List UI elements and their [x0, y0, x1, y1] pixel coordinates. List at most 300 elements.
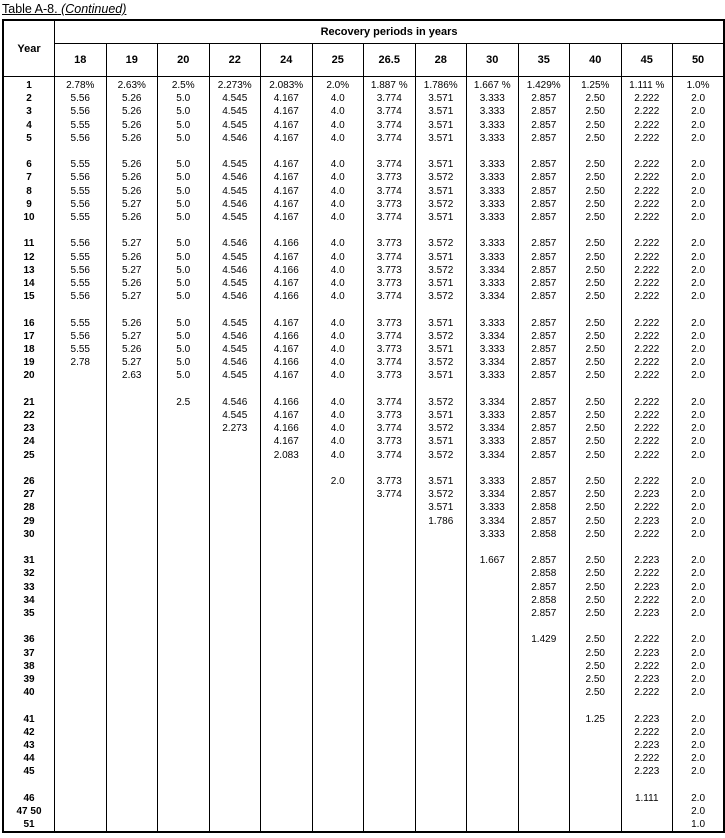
value-cell	[209, 686, 261, 699]
value-cell	[106, 435, 158, 448]
value-cell	[158, 475, 210, 488]
spacer-cell	[364, 620, 416, 633]
value-cell	[415, 726, 467, 739]
value-cell: 2.50	[570, 515, 622, 528]
value-cell: 3.774	[364, 449, 416, 462]
value-cell: 4.167	[261, 119, 313, 132]
value-cell: 2.50	[570, 396, 622, 409]
table-row-year-15	[3, 290, 724, 303]
value-cell	[106, 633, 158, 646]
value-cell: 3.571	[415, 435, 467, 448]
value-cell	[415, 633, 467, 646]
value-cell	[106, 409, 158, 422]
value-cell: 5.55	[55, 343, 107, 356]
table-row-year-43	[3, 739, 724, 752]
value-cell: 4.545	[209, 369, 261, 382]
spacer-cell	[209, 699, 261, 712]
value-cell	[312, 567, 364, 580]
value-cell	[364, 660, 416, 673]
value-cell: 2.857	[518, 488, 570, 501]
value-cell: 2.222	[621, 92, 673, 105]
value-cell: 4.0	[312, 185, 364, 198]
table-row-year-40	[3, 686, 724, 699]
value-cell: 4.0	[312, 317, 364, 330]
value-cell	[209, 435, 261, 448]
value-cell: 2.0	[673, 515, 725, 528]
value-cell	[312, 528, 364, 541]
value-cell: 2.50	[570, 594, 622, 607]
value-cell: 2.0	[673, 409, 725, 422]
value-cell: 5.0	[158, 317, 210, 330]
value-cell: 3.571	[415, 158, 467, 171]
value-cell: 2.50	[570, 501, 622, 514]
column-header-19: 19	[106, 44, 158, 77]
year-cell: 5	[3, 132, 55, 145]
value-cell	[55, 686, 107, 699]
year-cell: 9	[3, 198, 55, 211]
value-cell: 2.0	[673, 330, 725, 343]
value-cell: 2.50	[570, 343, 622, 356]
table-row-year-23	[3, 422, 724, 435]
value-cell	[55, 581, 107, 594]
table-row-year-22	[3, 409, 724, 422]
spacer-cell	[209, 383, 261, 396]
year-cell: 36	[3, 633, 55, 646]
table-row-year-29	[3, 515, 724, 528]
value-cell: 2.857	[518, 515, 570, 528]
spacer-cell	[106, 462, 158, 475]
value-cell: 4.167	[261, 251, 313, 264]
value-cell: 3.774	[364, 158, 416, 171]
value-cell: 2.857	[518, 237, 570, 250]
value-cell	[518, 805, 570, 818]
value-cell: 5.0	[158, 211, 210, 224]
value-cell	[209, 567, 261, 580]
spacer-cell	[106, 224, 158, 237]
group-spacer-row	[3, 779, 724, 792]
value-cell: 2.857	[518, 330, 570, 343]
year-cell: 2	[3, 92, 55, 105]
value-cell: 4.546	[209, 171, 261, 184]
value-cell	[55, 515, 107, 528]
value-cell	[55, 409, 107, 422]
value-cell: 3.571	[415, 105, 467, 118]
value-cell: 5.0	[158, 277, 210, 290]
value-cell	[261, 594, 313, 607]
spacer-cell	[261, 224, 313, 237]
value-cell: 2.50	[570, 409, 622, 422]
value-cell: 2.50	[570, 290, 622, 303]
value-cell: 3.571	[415, 211, 467, 224]
value-cell	[106, 396, 158, 409]
value-cell	[312, 765, 364, 778]
year-cell: 45	[3, 765, 55, 778]
value-cell: 4.0	[312, 264, 364, 277]
value-cell: 3.773	[364, 369, 416, 382]
value-cell	[467, 607, 519, 620]
table-title	[2, 1, 725, 17]
value-cell	[415, 567, 467, 580]
value-cell: 2.222	[621, 567, 673, 580]
value-cell: 2.857	[518, 132, 570, 145]
value-cell: 4.167	[261, 92, 313, 105]
table-row-year-17	[3, 330, 724, 343]
value-cell: 2.857	[518, 475, 570, 488]
value-cell: 2.50	[570, 660, 622, 673]
value-cell: 5.26	[106, 132, 158, 145]
value-cell	[209, 633, 261, 646]
table-row-year-33	[3, 581, 724, 594]
value-cell	[415, 607, 467, 620]
spacer-cell	[55, 303, 107, 316]
value-cell: 4.545	[209, 92, 261, 105]
value-cell: 2.0	[673, 554, 725, 567]
value-cell: 2.222	[621, 435, 673, 448]
value-cell: 5.0	[158, 198, 210, 211]
value-cell	[467, 752, 519, 765]
value-cell: 2.50	[570, 607, 622, 620]
value-cell	[158, 488, 210, 501]
value-cell: 3.571	[415, 277, 467, 290]
value-cell: 5.55	[55, 119, 107, 132]
value-cell: 3.571	[415, 369, 467, 382]
value-cell	[364, 607, 416, 620]
value-cell: 2.0	[673, 158, 725, 171]
value-cell: 4.167	[261, 158, 313, 171]
value-cell	[55, 752, 107, 765]
value-cell	[158, 435, 210, 448]
value-cell: 3.773	[364, 409, 416, 422]
table-row-year-16	[3, 317, 724, 330]
value-cell: 2.0	[673, 528, 725, 541]
spacer-cell	[106, 699, 158, 712]
table-title-prefix: Table A-8.	[2, 2, 58, 16]
value-cell	[415, 818, 467, 832]
spacer-cell	[673, 303, 725, 316]
value-cell: 2.50	[570, 567, 622, 580]
value-cell: 3.572	[415, 356, 467, 369]
value-cell: 2.222	[621, 752, 673, 765]
value-cell: 2.0	[673, 369, 725, 382]
spacer-cell	[518, 383, 570, 396]
value-cell: 2.222	[621, 633, 673, 646]
value-cell: 2.50	[570, 528, 622, 541]
value-cell: 2.857	[518, 435, 570, 448]
value-cell	[209, 594, 261, 607]
value-cell	[364, 792, 416, 805]
value-cell: 2.223	[621, 607, 673, 620]
value-cell: 3.773	[364, 435, 416, 448]
value-cell: 2.0	[673, 171, 725, 184]
table-row-year-30	[3, 528, 724, 541]
value-cell	[158, 594, 210, 607]
value-cell: 2.0	[673, 805, 725, 818]
value-cell	[209, 713, 261, 726]
value-cell: 3.333	[467, 92, 519, 105]
value-cell: 5.0	[158, 343, 210, 356]
value-cell: 3.774	[364, 185, 416, 198]
value-cell	[364, 633, 416, 646]
year-cell: 28	[3, 501, 55, 514]
group-spacer-row	[3, 620, 724, 633]
value-cell	[158, 554, 210, 567]
value-cell: 5.27	[106, 330, 158, 343]
value-cell: 3.333	[467, 237, 519, 250]
value-cell: 2.50	[570, 673, 622, 686]
value-cell: 5.27	[106, 290, 158, 303]
table-row-year-44	[3, 752, 724, 765]
year-cell: 17	[3, 330, 55, 343]
column-header-28: 28	[415, 44, 467, 77]
value-cell: 2.858	[518, 567, 570, 580]
value-cell: 5.56	[55, 171, 107, 184]
year-column-header: Year	[3, 20, 55, 77]
table-row-year-41	[3, 713, 724, 726]
value-cell	[209, 501, 261, 514]
spacer-cell	[364, 224, 416, 237]
value-cell	[364, 765, 416, 778]
year-cell: 34	[3, 594, 55, 607]
value-cell: 4.546	[209, 290, 261, 303]
year-cell: 11	[3, 237, 55, 250]
value-cell: 3.572	[415, 449, 467, 462]
value-cell: 5.0	[158, 92, 210, 105]
value-cell: 5.56	[55, 92, 107, 105]
value-cell: 3.572	[415, 198, 467, 211]
year-cell: 16	[3, 317, 55, 330]
value-cell: 2.858	[518, 501, 570, 514]
value-cell: 3.333	[467, 501, 519, 514]
value-cell	[106, 726, 158, 739]
year-cell: 35	[3, 607, 55, 620]
value-cell: 2.50	[570, 211, 622, 224]
value-cell: 3.572	[415, 171, 467, 184]
group-spacer-row	[3, 541, 724, 554]
value-cell: 2.50	[570, 171, 622, 184]
value-cell: 4.0	[312, 422, 364, 435]
value-cell: 5.55	[55, 251, 107, 264]
value-cell	[106, 647, 158, 660]
value-cell: 2.0	[312, 475, 364, 488]
value-cell: 2.50	[570, 581, 622, 594]
value-cell: 3.774	[364, 356, 416, 369]
value-cell: 3.774	[364, 211, 416, 224]
value-cell	[415, 647, 467, 660]
column-header-30: 30	[467, 44, 519, 77]
value-cell: 2.0	[673, 475, 725, 488]
value-cell	[209, 554, 261, 567]
value-cell: 5.56	[55, 198, 107, 211]
value-cell	[364, 752, 416, 765]
value-cell	[261, 515, 313, 528]
value-cell: 2.0	[673, 607, 725, 620]
value-cell	[364, 554, 416, 567]
value-cell: 3.571	[415, 132, 467, 145]
table-row-year-46	[3, 792, 724, 805]
year-cell: 27	[3, 488, 55, 501]
value-cell: 4.167	[261, 105, 313, 118]
value-cell	[209, 739, 261, 752]
table-row-year-19	[3, 356, 724, 369]
value-cell: 2.273%	[209, 77, 261, 93]
value-cell: 5.26	[106, 277, 158, 290]
value-cell: 3.774	[364, 396, 416, 409]
year-cell: 7	[3, 171, 55, 184]
value-cell: 5.27	[106, 356, 158, 369]
value-cell	[158, 752, 210, 765]
value-cell	[467, 581, 519, 594]
spacer-cell	[570, 620, 622, 633]
spacer-cell	[621, 224, 673, 237]
value-cell: 5.55	[55, 277, 107, 290]
spacer-cell	[518, 620, 570, 633]
value-cell: 2.222	[621, 132, 673, 145]
value-cell: 3.571	[415, 475, 467, 488]
spacer-cell	[467, 462, 519, 475]
spacer-cell	[55, 224, 107, 237]
value-cell: 4.167	[261, 132, 313, 145]
value-cell: 1.667 %	[467, 77, 519, 93]
value-cell: 5.27	[106, 264, 158, 277]
value-cell: 2.0	[673, 264, 725, 277]
value-cell	[158, 449, 210, 462]
year-cell: 1	[3, 77, 55, 93]
column-header-22: 22	[209, 44, 261, 77]
spacer-cell	[106, 541, 158, 554]
value-cell: 2.857	[518, 409, 570, 422]
spacer-cell	[673, 541, 725, 554]
table-row-year-45	[3, 765, 724, 778]
group-spacer-row	[3, 462, 724, 475]
value-cell: 3.334	[467, 515, 519, 528]
value-cell	[158, 805, 210, 818]
value-cell	[55, 713, 107, 726]
value-cell	[106, 660, 158, 673]
value-cell: 2.223	[621, 765, 673, 778]
year-cell: 3	[3, 105, 55, 118]
value-cell	[570, 792, 622, 805]
value-cell: 5.0	[158, 251, 210, 264]
value-cell: 2.222	[621, 185, 673, 198]
value-cell: 2.0	[673, 343, 725, 356]
value-cell: 2.222	[621, 422, 673, 435]
value-cell: 4.167	[261, 171, 313, 184]
value-cell: 2.223	[621, 713, 673, 726]
value-cell: 3.774	[364, 290, 416, 303]
value-cell: 2.50	[570, 647, 622, 660]
value-cell	[106, 501, 158, 514]
value-cell	[261, 581, 313, 594]
value-cell	[261, 501, 313, 514]
value-cell: 4.0	[312, 132, 364, 145]
value-cell	[415, 660, 467, 673]
value-cell	[106, 673, 158, 686]
table-row-year-32	[3, 567, 724, 580]
spacer-cell	[158, 699, 210, 712]
spacer-cell	[467, 303, 519, 316]
value-cell	[467, 673, 519, 686]
value-cell	[415, 554, 467, 567]
value-cell: 2.0	[673, 132, 725, 145]
value-cell: 2.50	[570, 686, 622, 699]
spacer-cell	[209, 224, 261, 237]
value-cell	[261, 739, 313, 752]
value-cell	[55, 475, 107, 488]
value-cell	[415, 581, 467, 594]
value-cell	[312, 647, 364, 660]
value-cell: 4.545	[209, 251, 261, 264]
table-row-year-42	[3, 726, 724, 739]
spacer-cell	[364, 779, 416, 792]
value-cell: 5.0	[158, 171, 210, 184]
value-cell: 2.857	[518, 198, 570, 211]
column-header-25: 25	[312, 44, 364, 77]
value-cell	[312, 488, 364, 501]
spacer-cell	[158, 779, 210, 792]
value-cell	[467, 792, 519, 805]
value-cell: 5.0	[158, 330, 210, 343]
value-cell	[261, 792, 313, 805]
year-cell: 12	[3, 251, 55, 264]
value-cell: 5.27	[106, 237, 158, 250]
value-cell	[209, 647, 261, 660]
value-cell: 2.0	[673, 119, 725, 132]
spacer-cell	[261, 699, 313, 712]
value-cell	[518, 647, 570, 660]
spacer-cell	[364, 699, 416, 712]
value-cell	[261, 647, 313, 660]
spacer-cell	[261, 620, 313, 633]
value-cell	[209, 515, 261, 528]
value-cell	[261, 765, 313, 778]
value-cell: 3.572	[415, 396, 467, 409]
spacer-cell	[415, 383, 467, 396]
value-cell: 2.50	[570, 475, 622, 488]
column-header-40: 40	[570, 44, 622, 77]
value-cell: 5.0	[158, 264, 210, 277]
value-cell: 4.0	[312, 237, 364, 250]
value-cell	[312, 660, 364, 673]
table-row-year-35	[3, 607, 724, 620]
value-cell	[55, 660, 107, 673]
value-cell: 2.222	[621, 726, 673, 739]
value-cell	[106, 475, 158, 488]
spacer-cell	[209, 541, 261, 554]
value-cell: 5.26	[106, 211, 158, 224]
value-cell	[312, 726, 364, 739]
value-cell	[467, 713, 519, 726]
table-row-year-47-50	[3, 805, 724, 818]
value-cell: 2.50	[570, 435, 622, 448]
value-cell	[261, 673, 313, 686]
spacer-cell	[518, 779, 570, 792]
value-cell: 4.0	[312, 171, 364, 184]
value-cell: 2.0	[673, 92, 725, 105]
spacer-cell	[621, 303, 673, 316]
value-cell: 2.857	[518, 317, 570, 330]
value-cell	[158, 726, 210, 739]
value-cell: 2.0	[673, 251, 725, 264]
spacer-cell	[415, 303, 467, 316]
value-cell: 3.572	[415, 330, 467, 343]
value-cell: 2.0	[673, 211, 725, 224]
value-cell	[467, 686, 519, 699]
value-cell	[261, 805, 313, 818]
spacer-cell	[312, 699, 364, 712]
value-cell: 1.111	[621, 792, 673, 805]
value-cell	[467, 818, 519, 832]
spacer-cell	[3, 145, 55, 158]
